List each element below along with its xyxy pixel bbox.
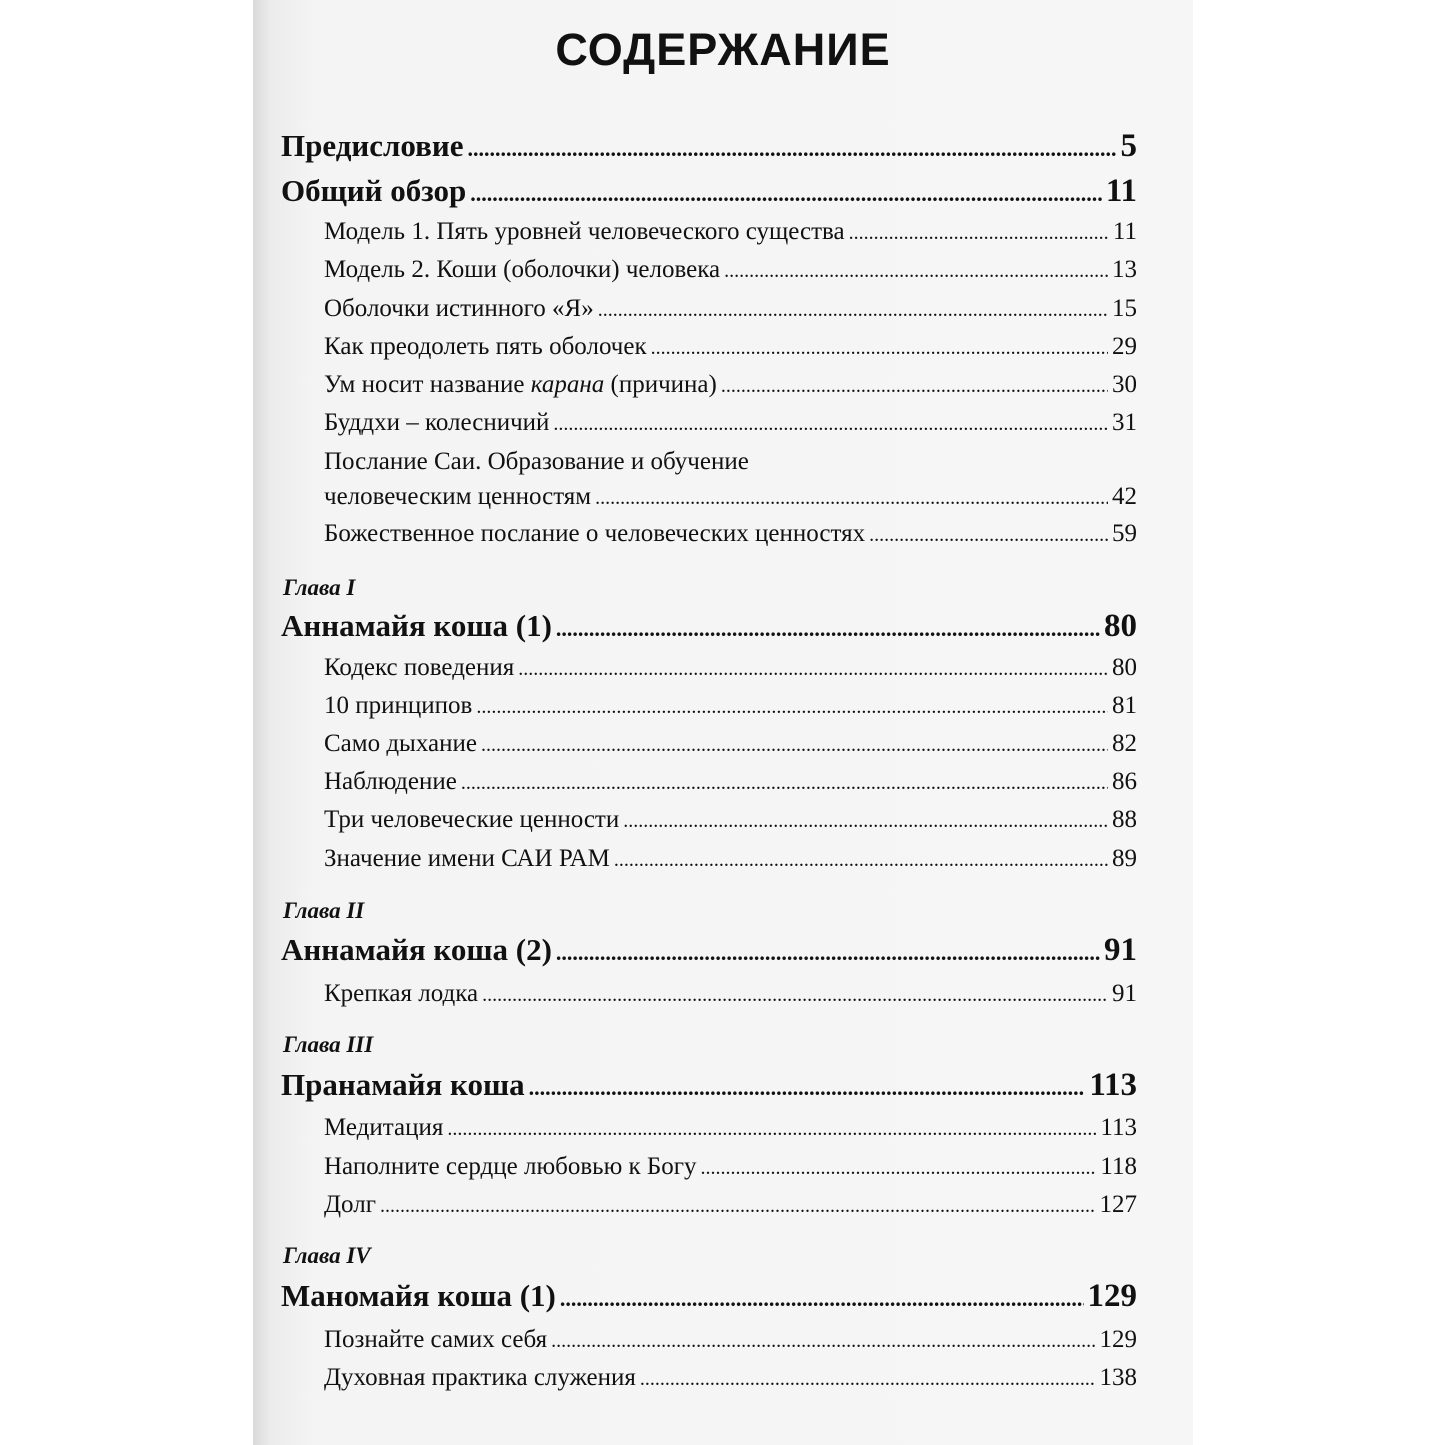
toc-page-number: 11 [1112,218,1137,245]
toc-entry [324,333,1137,361]
toc-page-number: 80 [1104,608,1137,644]
toc-page-number: 82 [1112,730,1137,757]
toc-page-number: 91 [1112,980,1137,1007]
toc-page-number: 15 [1112,295,1137,322]
toc-entry-major [281,1067,1137,1104]
toc-entry-title: Модель 1. Пять уровней человеческого существа [324,218,845,245]
toc-entry [324,520,1137,548]
toc-page-number: 113 [1100,1114,1137,1141]
chapter-label: Глава I [283,575,356,600]
toc-entry-title: Модель 2. Коши (оболочки) человека [324,256,721,283]
toc-entry-title: Само дыхание [324,730,477,757]
toc-entry-title: 10 принципов [324,692,473,719]
chapter-label: Глава II [283,898,365,923]
toc-page-number: 129 [1087,1278,1137,1314]
dot-leader [470,181,1102,207]
toc-page-number: 11 [1105,173,1137,209]
dot-leader [556,940,1100,966]
dot-leader [598,299,1108,322]
toc-entry-title: Крепкая лодка [324,980,479,1007]
dot-leader [640,1368,1096,1391]
toc-page-number: 5 [1120,128,1137,164]
toc-entry [324,1191,1137,1219]
toc-page-number: 118 [1100,1153,1137,1180]
toc-entry-title: Медитация [324,1114,444,1141]
toc-page-number: 31 [1112,409,1137,436]
dot-leader [595,487,1108,510]
dot-leader [553,413,1108,436]
dot-leader [724,260,1108,283]
toc-entry-title: Маномайя коша (1) [281,1278,556,1313]
toc-page-number: 138 [1099,1364,1137,1391]
toc-entry [324,409,1137,437]
toc-entry [324,730,1137,758]
book-page [253,0,1193,1445]
toc-entry-title: Три человеческие ценности [324,806,620,833]
toc-entry-title [324,371,717,399]
toc-entry [324,654,1137,682]
title-italic-term: карана [530,371,605,398]
dot-leader [623,810,1108,833]
dot-leader [721,375,1108,398]
toc-page-number: 59 [1112,520,1137,547]
chapter-label: Глава IV [283,1243,371,1268]
toc-entry [324,845,1137,873]
toc-entry-title: Божественное послание о человеческих ценностях [324,520,866,547]
toc-page-number: 127 [1099,1191,1137,1218]
toc-entry-title: Как преодолеть пять оболочек [324,333,647,360]
toc-entry [324,806,1137,834]
toc-entry [324,980,1137,1008]
dot-leader [476,696,1108,719]
toc-page-number: 113 [1089,1067,1137,1103]
toc-entry-title: Аннамайя коша (2) [281,932,552,967]
toc-entry-title-line1: Послание Саи. Образование и обучение [324,448,749,475]
toc-entry-title: Буддхи – колесничий [324,409,550,436]
toc-entry [324,483,1137,511]
toc-entry-title: Аннамайя коша (1) [281,608,552,643]
title-part: Ум носит название [324,371,531,398]
dot-leader [614,849,1108,872]
toc-page-number: 30 [1112,371,1137,398]
dot-leader [556,616,1100,642]
toc-page-number: 86 [1112,768,1137,795]
toc-entry-major [281,128,1137,165]
toc-entry-major [281,932,1137,969]
dot-leader [560,1286,1084,1312]
toc-entry [324,1364,1137,1392]
toc-entry [324,218,1137,246]
toc-page-number: 81 [1112,692,1137,719]
toc-page-number: 29 [1112,333,1137,360]
toc-entry-major [281,173,1137,210]
dot-leader [651,337,1108,360]
toc-entry [324,1153,1137,1181]
toc-entry-title: Познайте самих себя [324,1326,548,1353]
toc-entry-title: Оболочки истинного «Я» [324,295,594,322]
toc-entry-title: человеческим ценностям [324,483,592,510]
dot-leader [849,222,1109,245]
toc-entry-title: Общий обзор [281,173,467,208]
chapter-label: Глава III [283,1032,374,1057]
dot-leader [468,136,1117,162]
toc-page-number: 129 [1099,1326,1137,1353]
dot-leader [869,524,1108,547]
toc-page-number: 88 [1112,806,1137,833]
dot-leader [551,1330,1095,1353]
dot-leader [482,984,1108,1007]
toc-entry [324,1326,1137,1354]
toc-page-number: 42 [1112,483,1137,510]
toc-page-number: 91 [1104,932,1137,968]
toc-entry-major [281,608,1137,645]
toc-entry [324,768,1137,796]
dot-leader [529,1075,1086,1101]
toc-entry [324,1114,1137,1142]
toc-entry-major [281,1278,1137,1315]
toc-page-number: 80 [1112,654,1137,681]
toc-entry-title: Духовная практика служения [324,1364,636,1391]
page-title: СОДЕРЖАНИЕ [555,24,891,75]
dot-leader [481,734,1108,757]
toc-entry-title: Предисловие [281,128,464,163]
dot-leader [518,658,1108,681]
toc-entry-title: Значение имени САИ РАМ [324,845,610,872]
toc-entry-title: Долг [324,1191,376,1218]
toc-entry [324,256,1137,284]
toc-entry-title: Пранамайя коша [281,1067,525,1102]
toc-page-number: 13 [1112,256,1137,283]
title-part: (причина) [604,371,717,398]
dot-leader [701,1157,1097,1180]
toc-entry-title: Кодекс поведения [324,654,515,681]
toc-entry-title: Наполните сердце любовью к Богу [324,1153,697,1180]
toc-entry [324,295,1137,323]
dot-leader [380,1195,1096,1218]
dot-leader [447,1118,1096,1141]
toc-entry [324,371,1137,399]
dot-leader [461,772,1108,795]
toc-page-number: 89 [1112,845,1137,872]
toc-entry-title: Наблюдение [324,768,457,795]
toc-entry [324,692,1137,720]
